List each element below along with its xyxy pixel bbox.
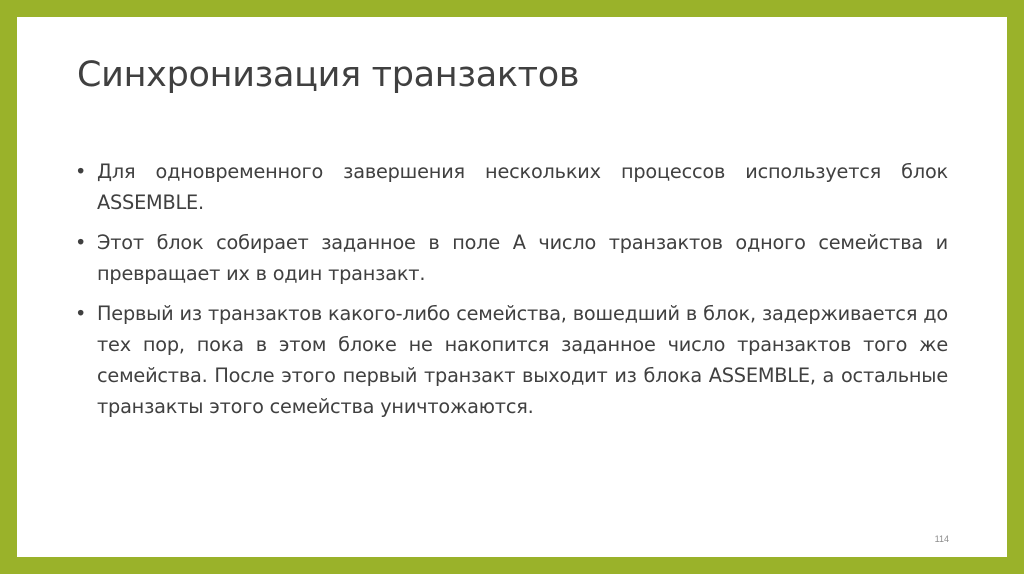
page-number: 114: [934, 534, 949, 544]
bullet-item-3: • Первый из транзактов какого-либо семейства, вошедший в блок, задерживается до тех пор, пока в этом блоке не накопится заданное число транзактов того же семейства. После этого первый транзакт выходит из блока ASSEMBLE, а остальные транзакты этого семейства уничтожаются.: [73, 298, 948, 422]
slide-title: Синхронизация транзактов: [77, 55, 580, 95]
bullet-list: [73, 156, 948, 431]
bullet-item-1: • Для одновременного завершения нескольких процессов используется блок ASSEMBLE.: [73, 156, 948, 218]
slide: [17, 17, 1007, 557]
bullet-item-2: • Этот блок собирает заданное в поле А число транзактов одного семейства и превращает их в один транзакт.: [73, 227, 948, 289]
